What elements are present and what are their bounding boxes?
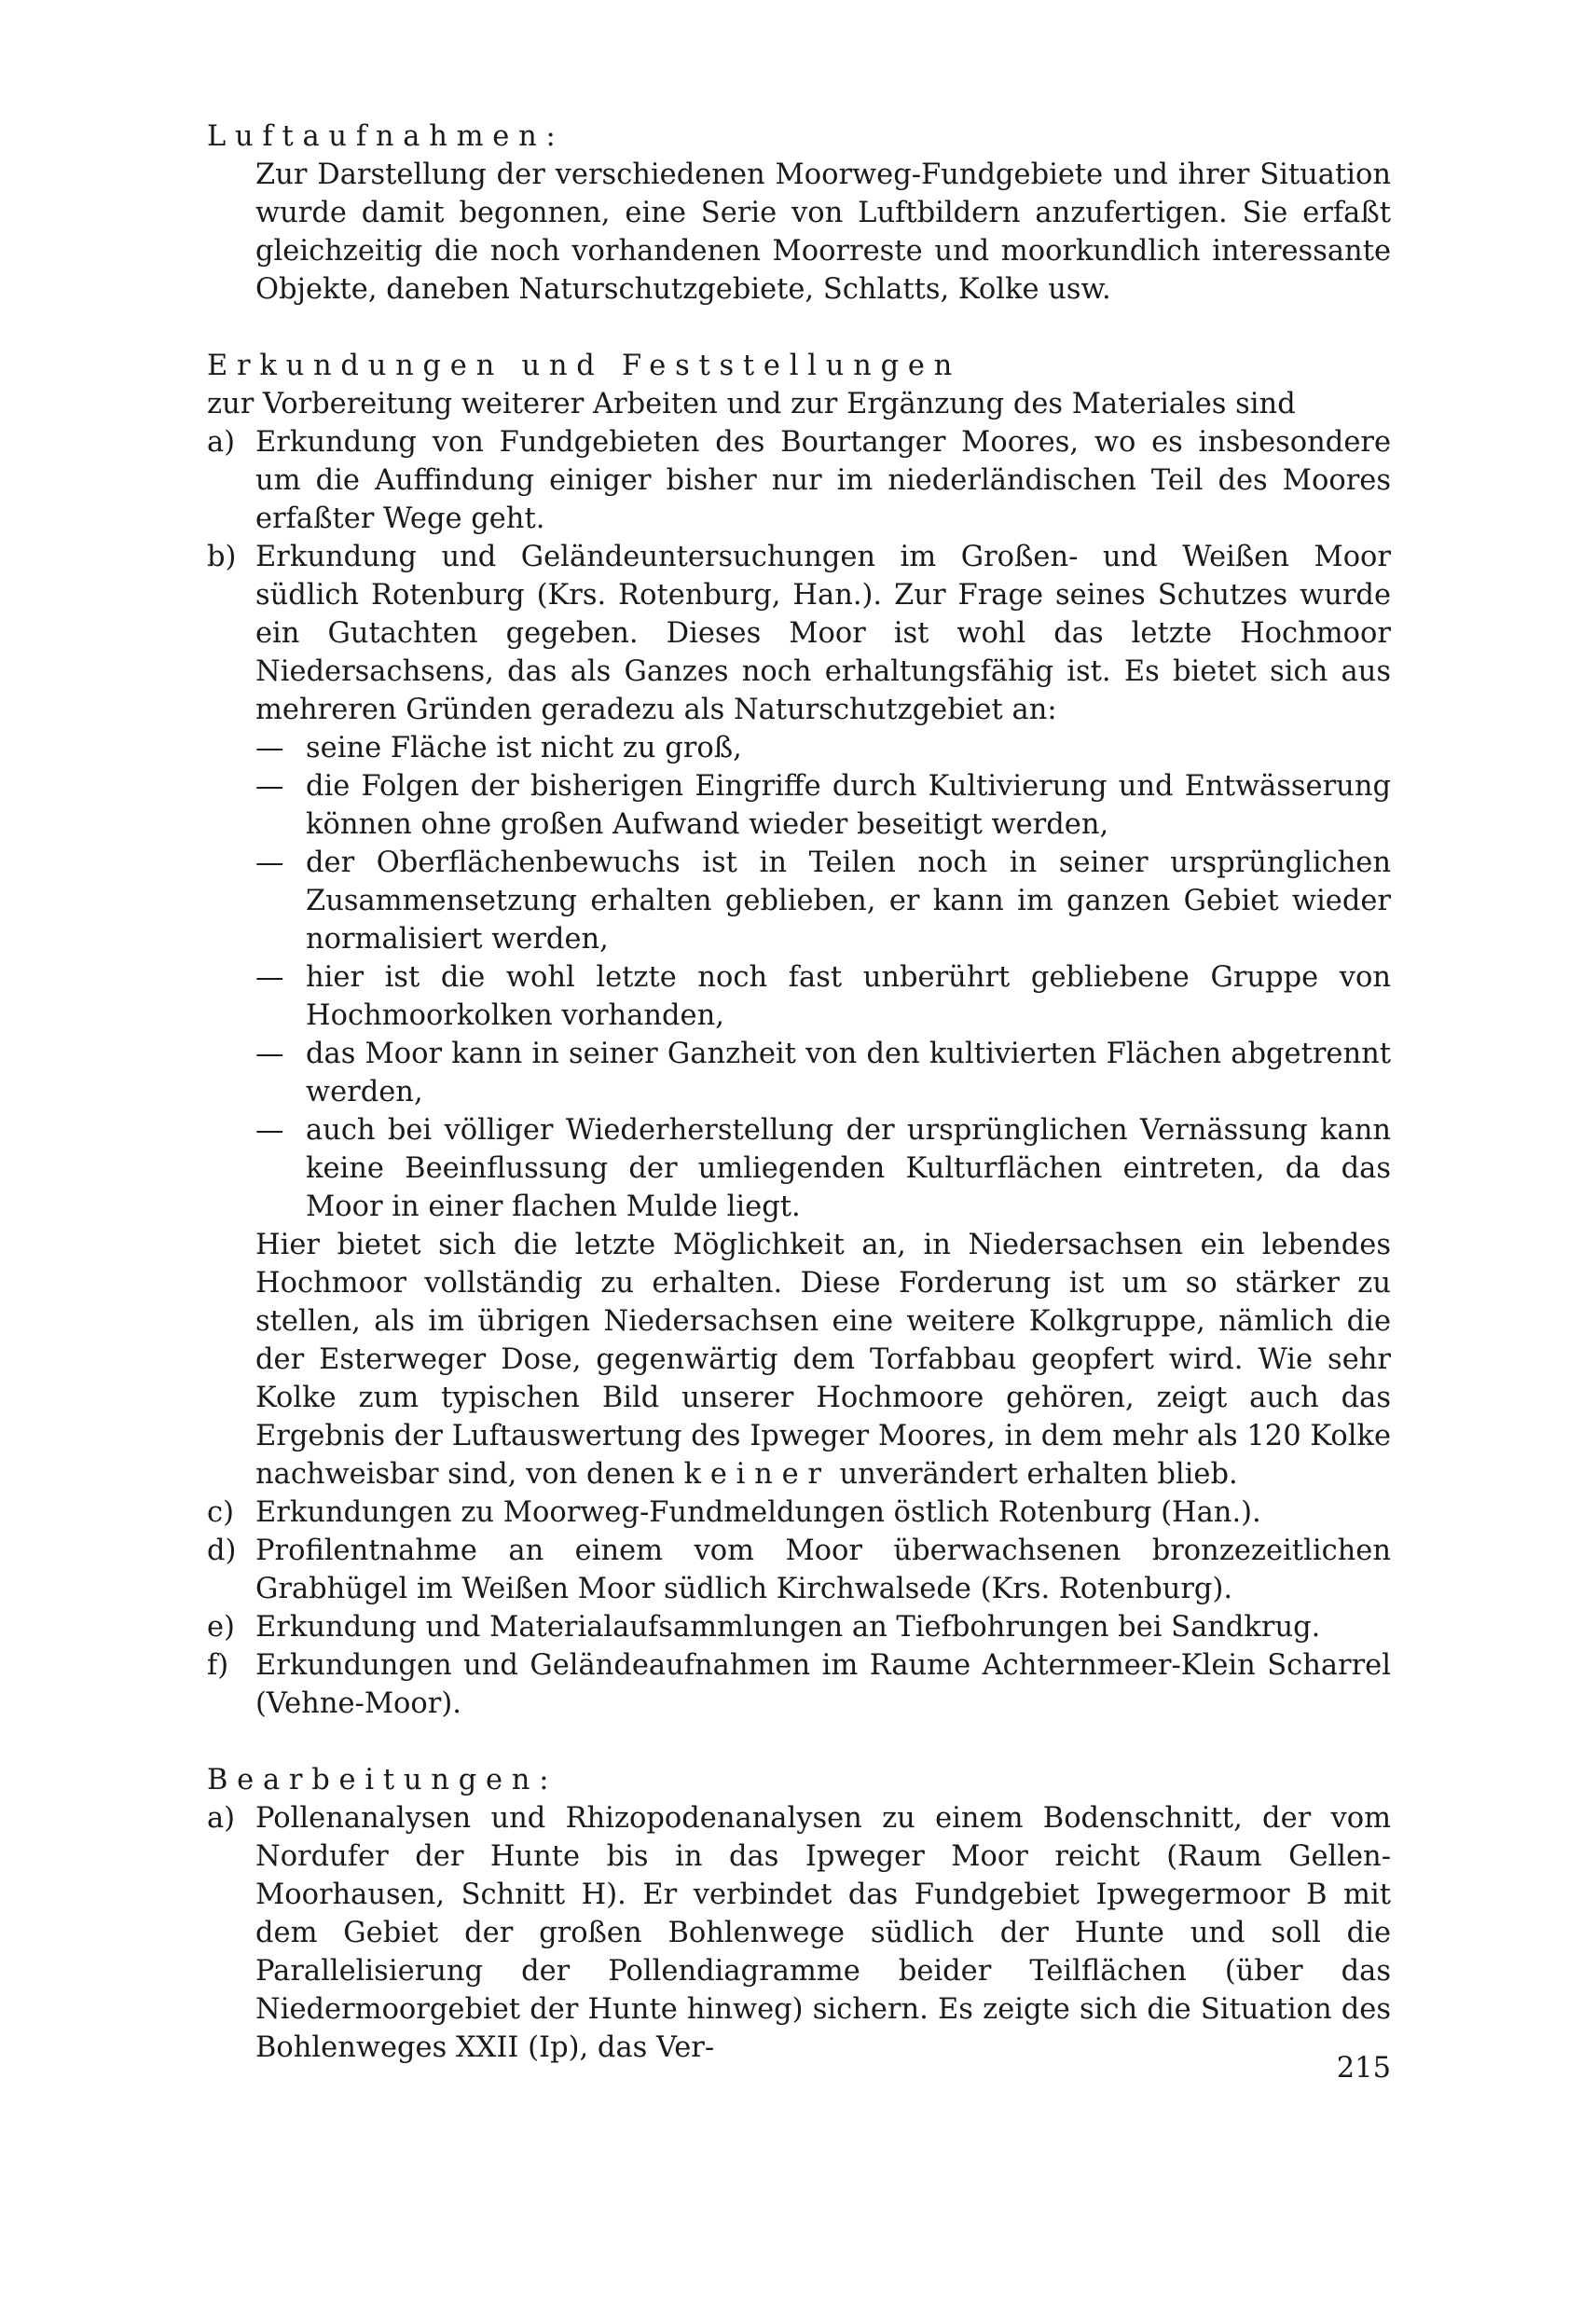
- section-heading: Erkundungen und Feststellungen: [207, 350, 962, 382]
- list-item-text: Erkundungen und Geländeaufnahmen im Raume Achternmeer-Klein Scharrel (Vehne-Moor).: [255, 1649, 1391, 1720]
- dash-list-item: [255, 958, 1391, 1035]
- dash-list-text: die Folgen der bisherigen Eingriffe durch Kultivierung und Entwässerung können ohne großen Aufwand wieder beseitigt werden,: [306, 770, 1391, 841]
- list-item-text: Erkundungen zu Moorweg-Fundmeldungen östlich Rotenburg (Han.).: [255, 1496, 1261, 1529]
- emphasized-word: keiner: [683, 1458, 831, 1491]
- section-erkundungen: [207, 347, 1391, 1723]
- list-item: [207, 1799, 1391, 2067]
- dash-marker: —: [255, 846, 284, 879]
- closing-text: Hier bietet sich die letzte Möglichkeit an, in Niedersachsen ein lebendes Hochmoor vollständig zu erhalten. Diese Forderung ist um so stärker zu stellen, als im übrigen Niedersachsen eine weitere Kolkgruppe, nämlich die der Esterweger Dose, gegenwärtig dem Torfabbau geopfert wird. Wie sehr Kolke zum typischen Bild unserer Hochmoore gehören, zeigt auch das Ergebnis der Luftauswertung des Ipweger Moores, in dem mehr als 120 Kolke nachweisbar sind, von denen: [255, 1229, 1391, 1491]
- dash-marker: —: [255, 961, 284, 994]
- list-item-text: Erkundung von Fundgebieten des Bourtanger Moores, wo es insbesondere um die Auffindung einiger bisher nur im niederländischen Teil des Moores erfaßter Wege geht.: [255, 426, 1391, 535]
- list-item: [207, 423, 1391, 538]
- dash-list: [255, 729, 1391, 1226]
- section-heading: Bearbeitungen:: [207, 1764, 558, 1796]
- list-item: [207, 1646, 1391, 1723]
- list-item-text: Profilentnahme an einem vom Moor überwachsenen bronzezeitlichen Grabhügel im Weißen Moor südlich Kirchwalsede (Krs. Rotenburg).: [255, 1534, 1391, 1605]
- page-number: 215: [1336, 2052, 1391, 2085]
- dash-list-item: [255, 1035, 1391, 1111]
- list-marker: f): [207, 1649, 229, 1682]
- list-marker: b): [207, 541, 237, 573]
- dash-list-item: [255, 767, 1391, 844]
- closing-text-end: unverändert erhalten blieb.: [839, 1458, 1238, 1491]
- dash-marker: —: [255, 770, 284, 803]
- list-item: [207, 1608, 1391, 1646]
- dash-list-text: hier ist die wohl letzte noch fast unberührt gebliebene Gruppe von Hochmoorkolken vorhanden,: [306, 961, 1391, 1032]
- list-marker: d): [207, 1534, 237, 1567]
- list-item-text: Pollenanalysen und Rhizopodenanalysen zu einem Bodenschnitt, der vom Nordufer der Hunte bis in das Ipweger Moor reicht (Raum Gellen-Moorhausen, Schnitt H). Er verbindet das Fundgebiet Ipwegermoor B mit dem Gebiet der großen Bohlenwege südlich der Hunte und soll die Parallelisierung der Pollendiagramme beider Teilflächen (über das Niedermoorgebiet der Hunte hinweg) sichern. Es zeigte sich die Situation des Bohlenweges XXII (Ip), das Ver-: [255, 1802, 1391, 2064]
- list-marker: a): [207, 426, 236, 459]
- dash-list-text: der Oberflächenbewuchs ist in Teilen noch in seiner ursprünglichen Zusammensetzung erhalten geblieben, er kann im ganzen Gebiet wieder normalisiert werden,: [306, 846, 1391, 956]
- list-item-text: Erkundung und Materialaufsammlungen an Tiefbohrungen bei Sandkrug.: [255, 1611, 1321, 1644]
- dash-list-text: das Moor kann in seiner Ganzheit von den kultivierten Flächen abgetrennt werden,: [306, 1038, 1391, 1108]
- page-body: [207, 117, 1391, 2105]
- list-item: [207, 538, 1391, 1493]
- list-marker: c): [207, 1496, 234, 1529]
- paragraph: zur Vorbereitung weiterer Arbeiten und zur Ergänzung des Materiales sind: [207, 388, 1296, 420]
- dash-marker: —: [255, 732, 284, 764]
- list-marker: a): [207, 1802, 236, 1835]
- list-item: [207, 1493, 1391, 1532]
- dash-list-text: auch bei völliger Wiederherstellung der ursprünglichen Vernässung kann keine Beeinflussung der umliegenden Kulturflächen eintreten, da das Moor in einer flachen Mulde liegt.: [306, 1114, 1391, 1223]
- list-marker: e): [207, 1611, 235, 1644]
- dash-list-item: [255, 1111, 1391, 1226]
- list-item: [207, 1532, 1391, 1608]
- section-heading: Luftaufnahmen:: [207, 120, 565, 153]
- section-luftaufnahmen: [207, 117, 1391, 309]
- dash-list-item: [255, 729, 1391, 767]
- paragraph: Zur Darstellung der verschiedenen Moorweg-Fundgebiete und ihrer Situation wurde damit begonnen, eine Serie von Luftbildern anzufertigen. Sie erfaßt gleichzeitig die noch vorhandenen Moorreste und moorkundlich interessante Objekte, daneben Naturschutzgebiete, Schlatts, Kolke usw.: [255, 158, 1391, 306]
- dash-list-text: seine Fläche ist nicht zu groß,: [306, 732, 742, 764]
- dash-marker: —: [255, 1114, 284, 1147]
- section-bearbeitungen: [207, 1761, 1391, 2067]
- list-item-text: Erkundung und Geländeuntersuchungen im Großen- und Weißen Moor südlich Rotenburg (Krs. Rotenburg, Han.). Zur Frage seines Schutzes wurde ein Gutachten gegeben. Dieses Moor ist wohl das letzte Hochmoor Niedersachsens, das als Ganzes noch erhaltungsfähig ist. Es bietet sich aus mehreren Gründen geradezu als Naturschutzgebiet an:: [255, 541, 1391, 726]
- list-item-body: [255, 538, 1391, 1493]
- closing-paragraph: [255, 1226, 1391, 1493]
- dash-marker: —: [255, 1038, 284, 1070]
- dash-list-item: [255, 844, 1391, 958]
